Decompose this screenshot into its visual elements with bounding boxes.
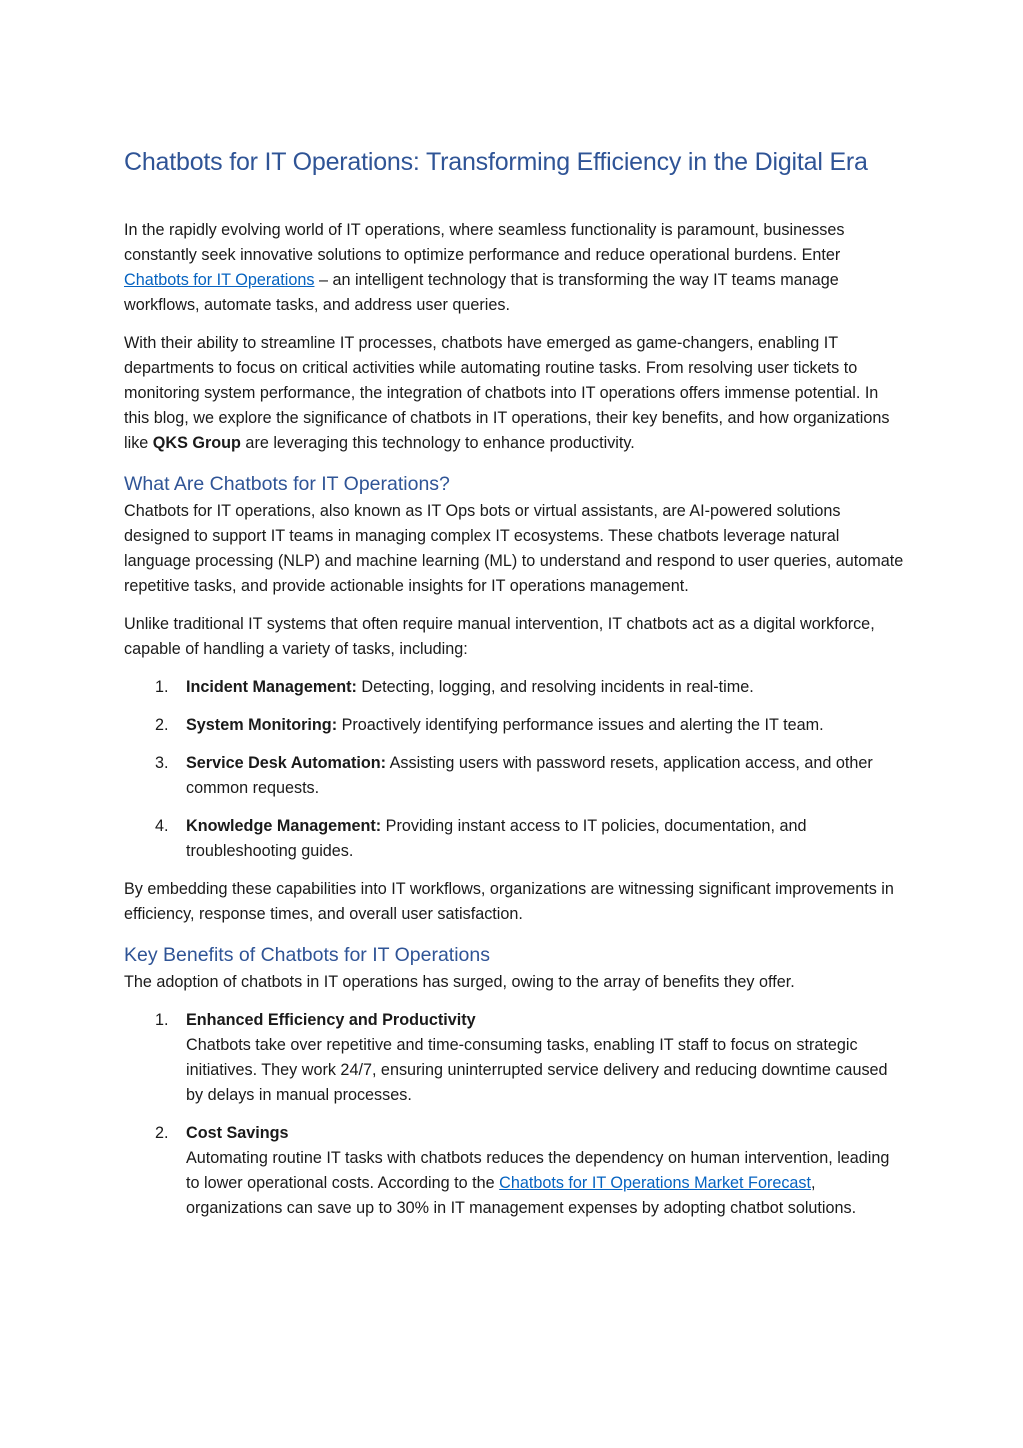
list-number: 3.	[155, 754, 169, 772]
list-item	[124, 675, 904, 700]
list-number: 2.	[155, 1124, 169, 1142]
intro-text: In the rapidly evolving world of IT operations, where seamless functionality is paramount, businesses constantly seek innovative solutions to optimize performance and reduce operational burdens. Enter	[124, 221, 845, 264]
list-item-text: Assisting users with password resets, application access, and other common requests.	[186, 754, 873, 797]
list-item-text: Chatbots take over repetitive and time-consuming tasks, enabling IT staff to focus on strategic initiatives. They work 24/7, ensuring uninterrupted service delivery and reducing downtime caused by delays in manual processes.	[186, 1036, 888, 1104]
list-item	[124, 814, 904, 864]
list-number: 1.	[155, 1011, 169, 1029]
list-item-text: Providing instant access to IT policies, documentation, and troubleshooting guides.	[186, 817, 807, 860]
document-page	[124, 140, 904, 1221]
intro-paragraph-1	[124, 218, 904, 318]
section-heading-key-benefits: Key Benefits of Chatbots for IT Operations	[124, 944, 490, 966]
qks-group-bold: QKS Group	[152, 434, 241, 452]
list-item-text: , organizations can save up to 30% in IT management expenses by adopting chatbot solutions.	[186, 1174, 857, 1217]
section1-paragraph-1: Chatbots for IT operations, also known as IT Ops bots or virtual assistants, are AI-powered solutions designed to support IT teams in managing complex IT ecosystems. These chatbots leverage natural language processing (NLP) and machine learning (ML) to understand and respond to user queries, automate repetitive tasks, and provide actionable insights for IT operations management.	[124, 502, 904, 595]
intro-text: are leveraging this technology to enhance productivity.	[240, 434, 635, 452]
intro-text: With their ability to streamline IT processes, chatbots have emerged as game-changers, enabling IT departments to focus on critical activities while automating routine tasks. From resolving user tickets to monitoring system performance, the integration of chatbots into IT operations offers immense potential. In this blog, we explore the significance of chatbots in IT operations, their key benefits, and how organizations like	[124, 334, 890, 452]
list-item-label: System Monitoring:	[186, 716, 338, 734]
list-item-text: Detecting, logging, and resolving incidents in real-time.	[356, 678, 754, 696]
list-number: 1.	[155, 678, 169, 696]
chatbots-it-operations-link[interactable]: Chatbots for IT Operations	[124, 271, 315, 289]
list-item	[124, 751, 904, 801]
tasks-list	[124, 675, 904, 864]
list-item	[124, 1008, 904, 1108]
section2-paragraph-1: The adoption of chatbots in IT operations has surged, owing to the array of benefits they offer.	[124, 973, 795, 991]
list-item-text: Proactively identifying performance issues and alerting the IT team.	[337, 716, 824, 734]
intro-text: – an intelligent technology that is transforming the way IT teams manage workflows, automate tasks, and address user queries.	[124, 271, 839, 314]
list-item-label: Cost Savings	[186, 1124, 289, 1142]
section1-paragraph-3: By embedding these capabilities into IT workflows, organizations are witnessing significant improvements in efficiency, response times, and overall user satisfaction.	[124, 880, 894, 923]
market-forecast-link[interactable]: Chatbots for IT Operations Market Forecast	[499, 1174, 812, 1192]
list-item	[124, 713, 904, 738]
list-number: 4.	[155, 817, 169, 835]
list-item-text: Automating routine IT tasks with chatbots reduces the dependency on human intervention, leading to lower operational costs. According to the	[186, 1149, 890, 1192]
intro-paragraph-2	[124, 331, 904, 456]
list-number: 2.	[155, 716, 169, 734]
list-item-label: Knowledge Management:	[186, 817, 382, 835]
section-heading-what-are: What Are Chatbots for IT Operations?	[124, 473, 450, 495]
list-item-label: Enhanced Efficiency and Productivity	[186, 1011, 476, 1029]
list-item-label: Service Desk Automation:	[186, 754, 387, 772]
list-item	[124, 1121, 904, 1221]
page-title: Chatbots for IT Operations: Transforming Efficiency in the Digital Era	[124, 148, 868, 176]
list-item-label: Incident Management:	[186, 678, 357, 696]
section1-paragraph-2: Unlike traditional IT systems that often require manual intervention, IT chatbots act as a digital workforce, capable of handling a variety of tasks, including:	[124, 615, 875, 658]
benefits-list	[124, 1008, 904, 1221]
